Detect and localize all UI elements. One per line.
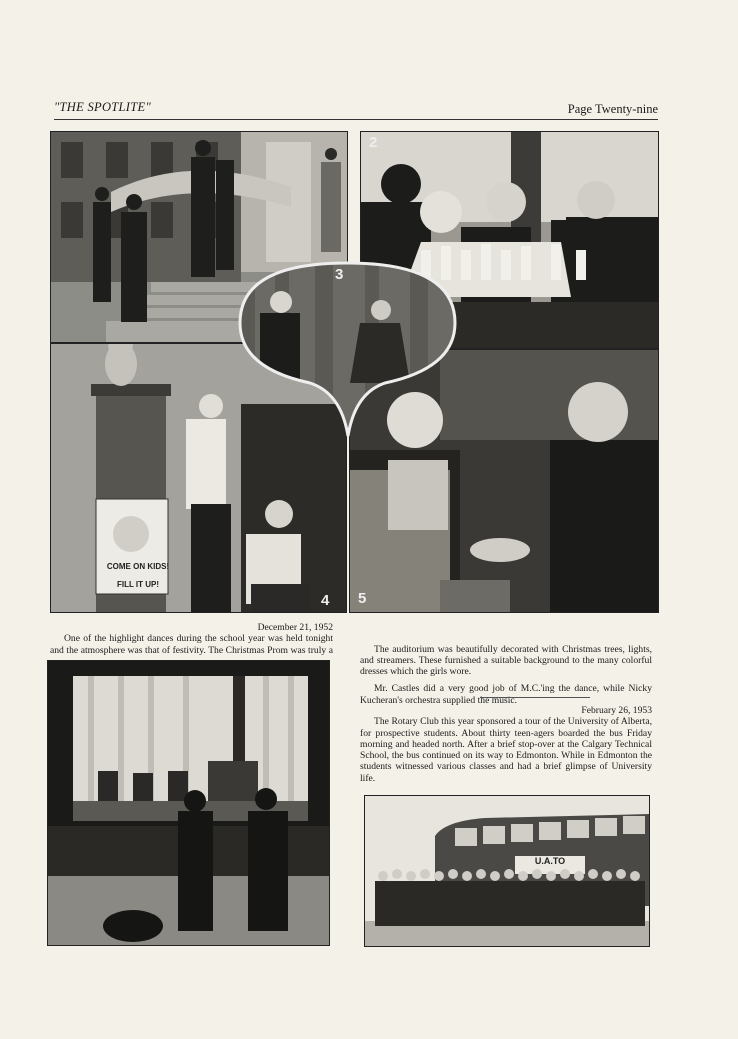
article-2-paragraph-1: The Rotary Club this year sponsored a tour of the University of Alberta, for prospective students. About thirty teen-agers boarded the bus Friday morning and headed north. After a brief stop-over at the Calgary Technical School, the bus continued on its way to Edmonton. While in Edmonton the students witnessed various classes and had a brief glimpse of University life. (360, 716, 652, 784)
section-divider (480, 697, 590, 698)
publication-title: "THE SPOTLITE" (54, 100, 152, 114)
photo-number-3: 3 (335, 266, 344, 283)
header-rule (54, 119, 658, 120)
article-rotary (360, 705, 652, 784)
article-1-paragraph-2: The auditorium was beautifully decorated with Christmas trees, lights, and streamers. These furnished a suitable background to the many colorful dresses which the girls wore. (360, 643, 652, 678)
article-1-paragraph-1: One of the highlight dances during the school year was held tonight and the atmosphere was that of festivity. The Christmas Prom was truly a (50, 633, 333, 656)
photo-number-4: 4 (321, 592, 330, 609)
page-number: Page Twenty-nine (567, 102, 658, 116)
article-2-date: February 26, 1953 (581, 705, 652, 716)
photo-number-2: 2 (369, 134, 378, 151)
article-1-date: December 21, 1952 (257, 622, 333, 633)
photo-bus-sign: U.A.TO (534, 856, 566, 866)
article-prom-left (50, 622, 333, 656)
photo-dance-floor (47, 660, 330, 946)
article-1-paragraph-3: Mr. Castles did a very good job of M.C.'ing the dance, while Nicky Kucheran's orchestra supplied the music. (360, 683, 652, 706)
photo-bus-group (364, 795, 650, 947)
article-prom-right (360, 615, 652, 706)
photo-number-5: 5 (358, 590, 367, 607)
photo-4-poster-text: COME ON KIDS! (106, 562, 170, 571)
photo-4-poster-text-2: FILL IT UP! (116, 580, 160, 589)
photo-stage-vignette (235, 258, 460, 438)
